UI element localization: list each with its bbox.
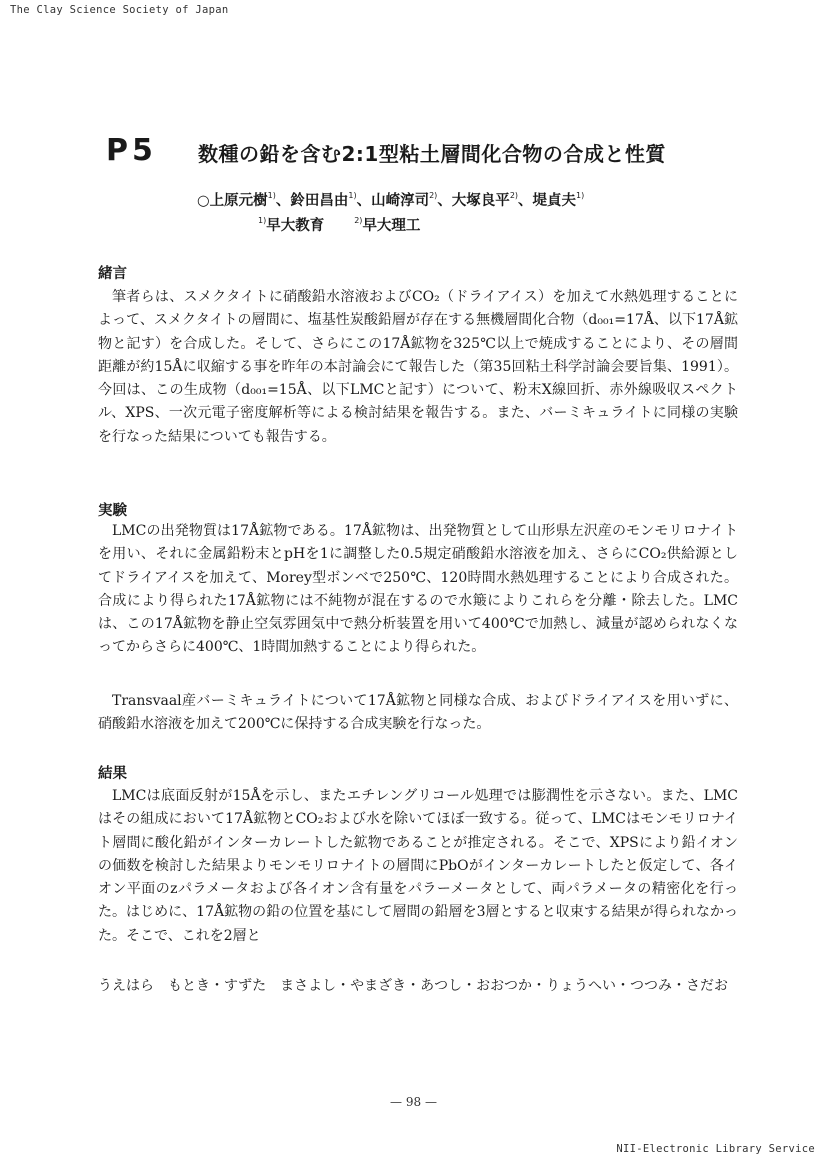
author-affiliation-mark: 2) [429,191,438,200]
author-name: ○上原元樹 [197,193,268,209]
author-kana-readings: うえはら もとき・すずた まさよし・やまざき・あつし・おおつか・りょうへい・つつみ・さだお [98,978,728,994]
paper-title: 数種の鉛を含む2:1型粘土層間化合物の合成と性質 [198,142,666,166]
affiliation-list [258,214,420,235]
intro-paragraph: 筆者らは、スメクタイトに硝酸鉛水溶液およびCO₂（ドライアイス）を加えて水熱処理することによって、スメクタイトの層間に、塩基性炭酸鉛層が存在する無機層間化合物（d₀₀₁=17Å、以下17Å鉱物と記す）を合成した。そして、さらにこの17Å鉱物を325℃以上で焼成することにより、その層間距離が約15Åに収縮する事を昨年の本討論会にて報告した（第35回粘土科学討論会要旨集、1991）。今回は、この生成物（d₀₀₁=15Å、以下LMCと記す）について、粉末X線回折、赤外線吸収スペクトル、XPS、一次元電子密度解析等による検討結果を報告する。また、バーミキュライトに同様の実験を行なった結果についても報告する。 [98,289,738,445]
affiliation-name: 早大理工 [362,218,421,234]
section-heading-experiment: 実験 [98,503,127,519]
society-header: The Clay Science Society of Japan [10,4,229,16]
paper-id: P5 [106,133,157,168]
author-affiliation-mark: 1) [267,191,276,200]
author-affiliation-mark: 1) [348,191,357,200]
author-list [197,189,584,210]
experiment-paragraph: LMCの出発物質は17Å鉱物である。17Å鉱物は、出発物質として山形県左沢産のモンモリロナイトを用い、それに金属鉛粉末とpHを1に調整した0.5規定硝酸鉛水溶液を加え、さらにCO₂供給源としてドライアイスを加えて、Morey型ボンベで250℃、120時間水熱処理することにより合成された。合成により得られた17Å鉱物には不純物が混在するので水簸によりこれらを分離・除去した。LMCは、この17Å鉱物を静止空気雰囲気中で熱分析装置を用いて400℃で加熱し、減量が認められなくなってからさらに400℃、1時間加熱することにより得られた。 [98,523,738,656]
results-paragraph: LMCは底面反射が15Åを示し、またエチレングリコール処理では膨潤性を示さない。また、LMCはその組成において17Å鉱物とCO₂および水を除いてほぼ一致する。従って、LMCはモンモリロナイト層間に酸化鉛がインターカレートした鉱物であることが推定される。そこで、XPSにより鉛イオンの価数を検討した結果よりモンモリロナイトの層間にPbOがインターカレートしたと仮定して、各イオン平面のzパラメータおよび各イオン含有量をパラーメータとして、両パラメータの精密化を行った。はじめに、17Å鉱物の鉛の位置を基にして層間の鉛層を3層とすると収束する結果が得られなかった。そこで、これを2層と [98,788,738,944]
library-service-footer: NII-Electronic Library Service [616,1143,815,1155]
affiliation-name: 早大教育 [266,218,325,234]
author-affiliation-mark: 1) [576,191,585,200]
page-number: — 98 — [390,1095,437,1109]
author-name: 、山崎淳司 [356,193,430,209]
affiliation-mark: 2) [354,216,363,225]
section-heading-results: 結果 [98,766,127,782]
author-name: 、大塚良平 [437,193,510,209]
experiment-paragraph-2: Transvaal産バーミキュライトについて17Å鉱物と同様な合成、およびドライアイスを用いずに、硝酸鉛水溶液を加えて200℃に保持する合成実験を行なった。 [98,693,738,733]
section-heading-intro: 緒言 [98,266,127,282]
affiliation-mark: 1) [258,216,267,225]
author-name: 、鈴田昌由 [275,193,349,209]
author-affiliation-mark: 2) [509,191,519,200]
author-name: 、堤貞夫 [518,193,577,209]
